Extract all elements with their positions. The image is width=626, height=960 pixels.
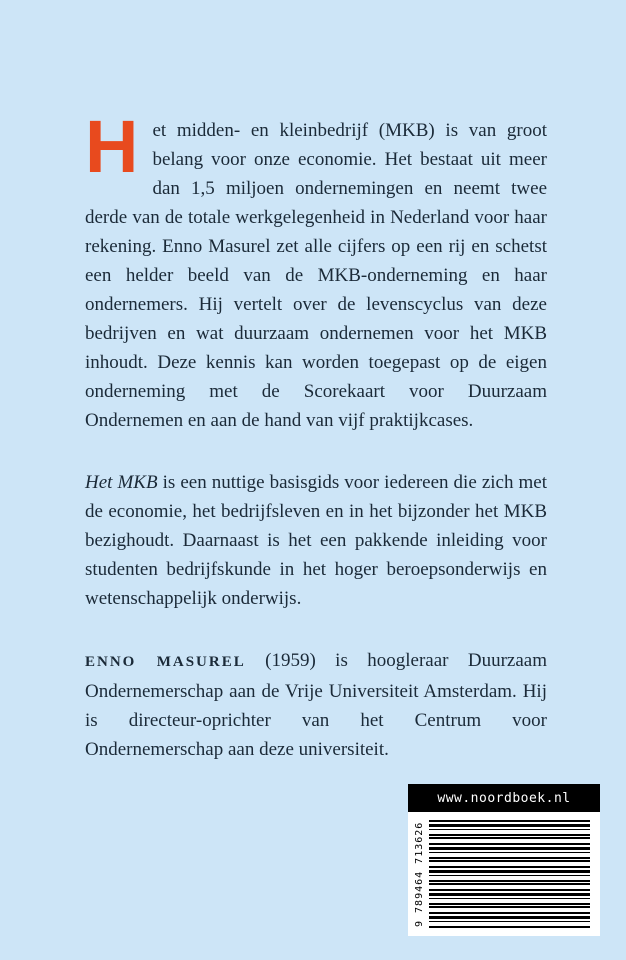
- blurb-paragraph-1: [85, 105, 547, 435]
- author-bio-paragraph: [85, 646, 547, 764]
- blurb-paragraph-2-text: is een nuttige basisgids voor iedereen die zich met de economie, het bedrijfsleven en in het bijzonder het MKB bezighoudt. Daarnaast is het een pakkende inleiding voor studenten bedrijfskunde in het hoger beroepsonderwijs en wetenschappelijk onderwijs.: [85, 472, 547, 609]
- author-name: ENNO MASUREL: [85, 654, 246, 670]
- dropcap-letter: H: [85, 105, 139, 188]
- cover-text-block: [85, 105, 547, 764]
- blurb-paragraph-2: [85, 468, 547, 613]
- barcode-area: [408, 812, 600, 936]
- blurb-paragraph-1-text: et midden- en kleinbedrijf (MKB) is van groot belang voor onze economie. Het bestaat uit meer dan 1,5 miljoen ondernemingen en neemt twee derde van de totale werkgelegenheid in Nederland voor haar rekening. Enno Masurel zet alle cijfers op een rij en schetst een helder beeld van de MKB-onderneming en haar ondernemers. Hij vertelt over de levenscyclus van deze bedrijven en wat duurzaam ondernemen voor het MKB inhoudt. Deze kennis kan worden toegepast op de eigen onderneming met de Scorekaart voor Duurzaam Ondernemen en aan de hand van vijf praktijkcases.: [85, 120, 547, 431]
- publisher-website: www.noordboek.nl: [408, 784, 600, 812]
- publisher-barcode-box: [408, 784, 600, 936]
- book-title-reference: Het MKB: [85, 472, 158, 493]
- author-bio-text: (1959) is hoogleraar Duurzaam Ondernemerschap aan de Vrije Universiteit Amsterdam. Hij is directeur-oprichter van het Centrum voor Ondernemerschap aan deze universiteit.: [85, 650, 547, 760]
- isbn-number: 9 789464 713626: [414, 821, 425, 927]
- barcode: [429, 820, 590, 928]
